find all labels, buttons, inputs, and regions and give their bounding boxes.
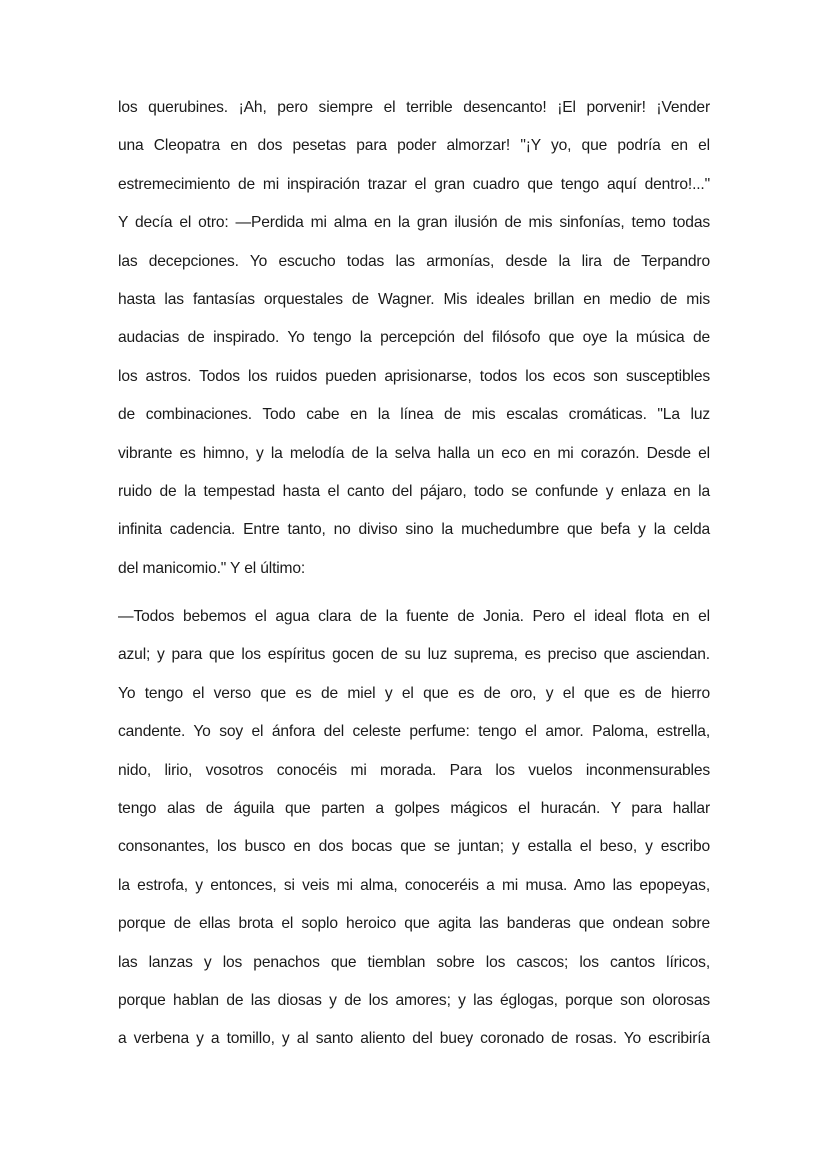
text-line: nido, lirio, vosotros conocéis mi morada. Para los vuelos inconmensurables: [118, 761, 710, 779]
text-line: consonantes, los busco en dos bocas que se juntan; y estalla el beso, y escribo: [118, 838, 710, 856]
text-line: estremecimiento de mi inspiración trazar el gran cuadro que tengo aquí dentro!...": [118, 175, 710, 193]
text-line: porque de ellas brota el soplo heroico que agita las banderas que ondean sobre: [118, 915, 710, 933]
text-line: los querubines. ¡Ah, pero siempre el terrible desencanto! ¡El porvenir! ¡Vender: [118, 99, 710, 116]
text-line: de combinaciones. Todo cabe en la línea de mis escalas cromáticas. "La luz: [118, 406, 710, 424]
text-line: —Todos bebemos el agua clara de la fuente de Jonia. Pero el ideal flota en el: [118, 608, 710, 626]
text-line: porque hablan de las diosas y de los amores; y las églogas, porque son olorosas: [118, 991, 710, 1009]
text-line: a verbena y a tomillo, y al santo aliento del buey coronado de rosas. Yo escribiría: [118, 1030, 710, 1048]
paragraph-2: [118, 598, 710, 1059]
text-line: hasta las fantasías orquestales de Wagner. Mis ideales brillan en medio de mis: [118, 290, 710, 308]
text-line: tengo alas de águila que parten a golpes mágicos el huracán. Y para hallar: [118, 800, 710, 818]
document-page: [118, 89, 710, 1069]
text-line: la estrofa, y entonces, si veis mi alma, conoceréis a mi musa. Amo las epopeyas,: [118, 876, 710, 894]
text-line: candente. Yo soy el ánfora del celeste perfume: tengo el amor. Paloma, estrella,: [118, 723, 710, 741]
text-line: audacias de inspirado. Yo tengo la percepción del filósofo que oye la música de: [118, 329, 710, 347]
text-line: azul; y para que los espíritus gocen de su luz suprema, es preciso que asciendan.: [118, 646, 710, 664]
text-line: ruido de la tempestad hasta el canto del pájaro, todo se confunde y enlaza en la: [118, 482, 710, 500]
text-line: Yo tengo el verso que es de miel y el que es de oro, y el que es de hierro: [118, 684, 710, 702]
text-line: del manicomio." Y el último:: [118, 559, 306, 577]
text-line: las decepciones. Yo escucho todas las armonías, desde la lira de Terpandro: [118, 252, 710, 270]
text-line: Y decía el otro: —Perdida mi alma en la gran ilusión de mis sinfonías, temo todas: [118, 214, 710, 232]
text-line: infinita cadencia. Entre tanto, no diviso sino la muchedumbre que befa y la celda: [118, 521, 710, 539]
text-line: vibrante es himno, y la melodía de la selva halla un eco en mi corazón. Desde el: [118, 444, 710, 462]
paragraph-1: [118, 89, 710, 588]
text-line: los astros. Todos los ruidos pueden aprisionarse, todos los ecos son susceptibles: [118, 367, 710, 385]
text-line: una Cleopatra en dos pesetas para poder almorzar! "¡Y yo, que podría en el: [118, 137, 710, 155]
text-line: las lanzas y los penachos que tiemblan sobre los cascos; los cantos líricos,: [118, 953, 710, 971]
